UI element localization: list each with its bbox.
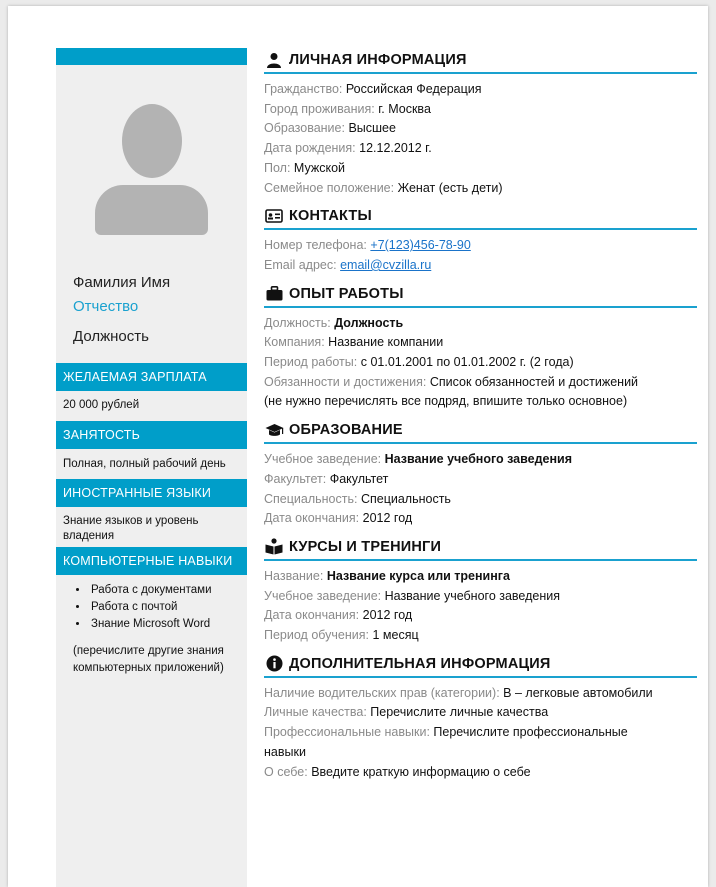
skills-note: (перечислите другие знания компьютерных приложений)	[73, 645, 224, 674]
list-item: • Работа с почтой	[89, 599, 247, 616]
courses-section	[264, 535, 697, 646]
duties-note: (не нужно перечислять все подряд, впишите только основное)	[264, 394, 628, 409]
experience-section	[264, 282, 697, 413]
section-header	[264, 204, 697, 230]
field-label: Семейное положение:	[264, 180, 395, 195]
field-label: Email адрес:	[264, 257, 337, 272]
field-label: Дата окончания:	[264, 511, 360, 526]
field-value: Перечислите профессиональные навыки	[264, 725, 628, 759]
list-item: • Знание Microsoft Word	[89, 616, 247, 633]
field-label: Период работы:	[264, 355, 358, 370]
email-link[interactable]: email@cvzilla.ru	[340, 257, 432, 272]
field-value: 12.12.2012 г.	[359, 141, 432, 156]
section-header	[264, 418, 697, 444]
section-title: ЛИЧНАЯ ИНФОРМАЦИЯ	[289, 52, 467, 68]
list-item: • Работа с документами	[89, 582, 247, 599]
additional-section	[264, 652, 697, 783]
field-label: Гражданство:	[264, 82, 343, 96]
person-icon	[264, 51, 284, 69]
phone-link[interactable]: +7(123)456-78-90	[370, 238, 471, 253]
section-title: ОБРАЗОВАНИЕ	[289, 422, 403, 439]
field-value: Название компании	[328, 335, 444, 350]
contacts-section	[264, 204, 697, 275]
field-value: г. Москва	[378, 101, 431, 116]
employment-value: Полная, полный рабочий день	[63, 458, 226, 470]
briefcase-icon	[264, 285, 284, 303]
field-label: Пол:	[264, 160, 291, 175]
employment-heading: ЗАНЯТОСТЬ	[56, 421, 247, 449]
field-value: с 01.01.2001 по 01.01.2002 г. (2 года)	[360, 355, 574, 370]
reader-book-icon	[264, 538, 284, 556]
name-block	[56, 257, 247, 351]
field-label: Учебное заведение:	[264, 452, 382, 467]
field-label: Название:	[264, 568, 324, 583]
section-header	[264, 48, 697, 74]
field-label: Период обучения:	[264, 628, 369, 643]
sidebar-top-bar	[56, 48, 247, 65]
languages-heading: ИНОСТРАННЫЕ ЯЗЫКИ	[56, 479, 247, 507]
job-title: Должность	[73, 328, 149, 345]
section-title: КУРСЫ И ТРЕНИНГИ	[289, 538, 442, 555]
personal-section	[264, 48, 697, 198]
field-label: Номер телефона:	[264, 238, 367, 253]
languages-value: Знание языков и уровень владения	[63, 515, 199, 542]
field-label: Должность:	[264, 315, 331, 330]
field-value: Высшее	[348, 121, 396, 136]
section-title: КОНТАКТЫ	[289, 208, 372, 225]
field-label: Профессиональные навыки:	[264, 725, 430, 740]
field-value: 2012 год	[362, 511, 413, 526]
section-title: ДОПОЛНИТЕЛЬНАЯ ИНФОРМАЦИЯ	[289, 655, 551, 672]
field-value: Специальность	[360, 491, 451, 506]
field-value: Список обязанностей и достижений	[429, 374, 639, 389]
main-content	[264, 48, 697, 788]
salary-value: 20 000 рублей	[63, 399, 140, 411]
field-value: Название учебного заведения	[384, 588, 560, 603]
field-value: B – легковые автомобили	[503, 685, 653, 700]
field-value: Название учебного заведения	[384, 452, 573, 467]
field-label: Обязанности и достижения:	[264, 374, 427, 389]
field-label: Компания:	[264, 335, 325, 350]
skills-list	[56, 575, 247, 633]
field-label: Учебное заведение:	[264, 588, 382, 603]
field-label: Наличие водительских прав (категории):	[264, 685, 500, 700]
field-value: Женат (есть дети)	[397, 180, 503, 195]
field-value: Название курса или тренинга	[326, 568, 510, 583]
contact-card-icon	[264, 207, 284, 225]
field-value: Российская Федерация	[345, 82, 482, 96]
section-header	[264, 652, 697, 678]
field-label: Дата окончания:	[264, 608, 360, 623]
avatar-body-icon	[95, 185, 208, 235]
info-icon	[264, 655, 284, 673]
field-label: Факультет:	[264, 471, 327, 486]
sidebar	[56, 48, 247, 887]
graduation-cap-icon	[264, 421, 284, 439]
skills-heading: КОМПЬЮТЕРНЫЕ НАВЫКИ	[56, 547, 247, 575]
field-label: Личные качества:	[264, 705, 367, 720]
middle-name: Отчество	[73, 298, 139, 315]
field-value: Должность	[334, 315, 404, 330]
photo-placeholder	[56, 65, 247, 257]
field-value: Мужской	[293, 160, 346, 175]
avatar-head-icon	[122, 104, 182, 178]
field-label: Образование:	[264, 121, 345, 136]
field-value: Перечислите личные качества	[370, 705, 549, 720]
field-value: 2012 год	[362, 608, 413, 623]
field-label: О себе:	[264, 764, 308, 779]
section-header	[264, 282, 697, 308]
field-value: Факультет	[329, 471, 389, 486]
field-value: Введите краткую информацию о себе	[311, 764, 531, 779]
salary-heading: ЖЕЛАЕМАЯ ЗАРПЛАТА	[56, 363, 247, 391]
field-label: Специальность:	[264, 491, 358, 506]
field-label: Город проживания:	[264, 101, 375, 116]
field-value: 1 месяц	[372, 628, 419, 643]
education-section	[264, 418, 697, 529]
full-name: Фамилия Имя	[73, 274, 171, 291]
section-title: ОПЫТ РАБОТЫ	[289, 285, 404, 302]
section-header	[264, 535, 697, 561]
field-label: Дата рождения:	[264, 141, 356, 156]
